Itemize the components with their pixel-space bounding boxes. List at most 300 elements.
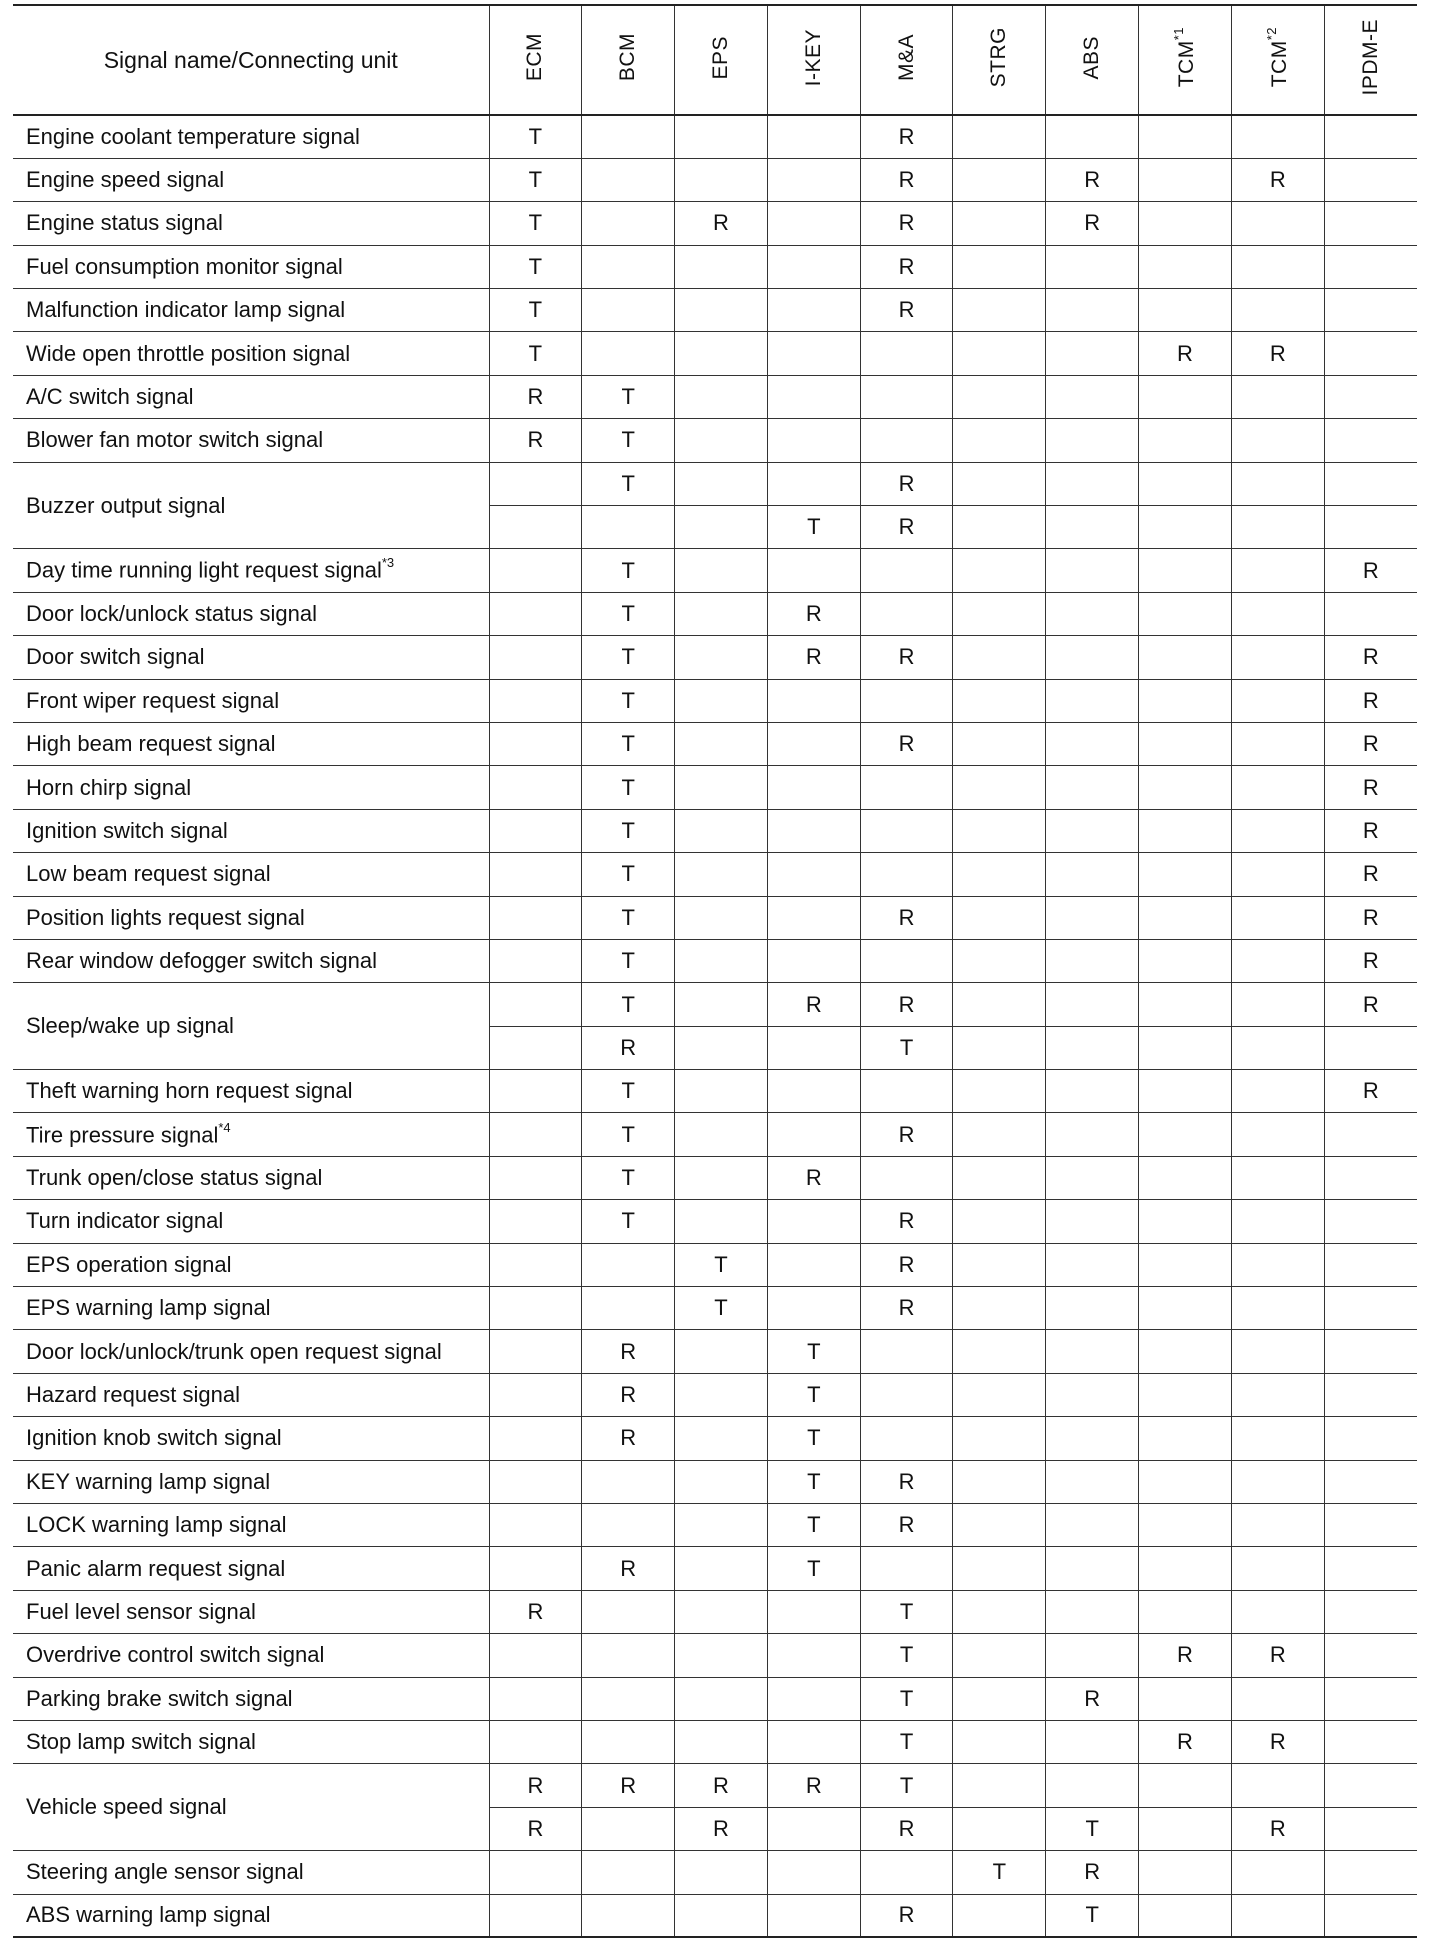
cell-i-key: R (767, 592, 860, 635)
cell-m-a: R (860, 462, 953, 505)
cell-strg (953, 1894, 1046, 1937)
cell-strg (953, 1634, 1046, 1677)
cell-strg (953, 202, 1046, 245)
cell-eps: R (675, 202, 768, 245)
cell-m-a: R (860, 1200, 953, 1243)
cell-abs (1046, 375, 1139, 418)
signal-name: Turn indicator signal (13, 1200, 489, 1243)
cell-bcm: R (582, 1547, 675, 1590)
cell-i-key (767, 245, 860, 288)
table-row (13, 1330, 1417, 1373)
cell-strg (953, 679, 1046, 722)
table-row (13, 1634, 1417, 1677)
cell-abs (1046, 1460, 1139, 1503)
cell-strg (953, 1156, 1046, 1199)
cell-ipdm-e (1324, 1373, 1417, 1416)
cell-strg (953, 1590, 1046, 1633)
cell-ecm (489, 1287, 582, 1330)
cell-eps (675, 1634, 768, 1677)
cell-tcm (1139, 1460, 1232, 1503)
cell-strg (953, 1764, 1046, 1807)
cell-tcm (1139, 1504, 1232, 1547)
cell-bcm (582, 289, 675, 332)
cell-abs (1046, 462, 1139, 505)
cell-tcm (1231, 1460, 1324, 1503)
cell-bcm: T (582, 939, 675, 982)
cell-abs (1046, 636, 1139, 679)
signal-name: ABS warning lamp signal (13, 1894, 489, 1937)
unit-label: ECM (523, 33, 547, 82)
signal-name: A/C switch signal (13, 375, 489, 418)
cell-strg (953, 1070, 1046, 1113)
cell-m-a: T (860, 1764, 953, 1807)
cell-tcm (1231, 1070, 1324, 1113)
cell-ecm: T (489, 245, 582, 288)
cell-ecm: T (489, 158, 582, 201)
table-row (13, 115, 1417, 158)
cell-bcm: T (582, 679, 675, 722)
cell-ecm: T (489, 202, 582, 245)
cell-strg (953, 462, 1046, 505)
cell-i-key (767, 1807, 860, 1850)
signal-name: Door lock/unlock/trunk open request signal (13, 1330, 489, 1373)
cell-eps (675, 419, 768, 462)
cell-strg (953, 158, 1046, 201)
cell-tcm (1139, 1547, 1232, 1590)
table-row (13, 1373, 1417, 1416)
cell-ipdm-e (1324, 1764, 1417, 1807)
cell-i-key (767, 462, 860, 505)
cell-strg (953, 1243, 1046, 1286)
cell-eps (675, 1373, 768, 1416)
cell-ecm (489, 1547, 582, 1590)
cell-strg (953, 1547, 1046, 1590)
cell-eps (675, 1200, 768, 1243)
cell-tcm (1139, 245, 1232, 288)
cell-m-a: R (860, 636, 953, 679)
cell-ecm (489, 1026, 582, 1069)
cell-ecm: T (489, 289, 582, 332)
cell-tcm (1139, 1243, 1232, 1286)
cell-strg (953, 1720, 1046, 1763)
cell-tcm (1231, 896, 1324, 939)
cell-ecm (489, 1243, 582, 1286)
cell-abs (1046, 1634, 1139, 1677)
cell-m-a (860, 592, 953, 635)
cell-eps (675, 1070, 768, 1113)
cell-tcm (1139, 1590, 1232, 1633)
cell-tcm: R (1231, 1807, 1324, 1850)
cell-abs (1046, 1373, 1139, 1416)
cell-abs (1046, 766, 1139, 809)
cell-ipdm-e (1324, 1417, 1417, 1460)
cell-bcm (582, 115, 675, 158)
cell-tcm (1231, 1113, 1324, 1156)
cell-strg (953, 809, 1046, 852)
cell-bcm: T (582, 419, 675, 462)
cell-tcm (1231, 202, 1324, 245)
unit-header-bcm (582, 5, 675, 115)
cell-strg (953, 549, 1046, 592)
cell-i-key (767, 1851, 860, 1894)
cell-ipdm-e (1324, 419, 1417, 462)
table-row (13, 1156, 1417, 1199)
cell-ecm (489, 1460, 582, 1503)
cell-ipdm-e (1324, 245, 1417, 288)
cell-tcm (1231, 375, 1324, 418)
cell-bcm (582, 1807, 675, 1850)
cell-tcm (1231, 549, 1324, 592)
cell-tcm: R (1139, 1720, 1232, 1763)
cell-strg (953, 1417, 1046, 1460)
cell-eps (675, 1026, 768, 1069)
cell-tcm (1231, 766, 1324, 809)
cell-bcm: R (582, 1330, 675, 1373)
cell-i-key: T (767, 1417, 860, 1460)
cell-bcm: T (582, 375, 675, 418)
cell-ipdm-e (1324, 158, 1417, 201)
unit-label: ABS (1080, 35, 1104, 80)
cell-tcm (1139, 1156, 1232, 1199)
cell-bcm (582, 1460, 675, 1503)
cell-abs (1046, 1417, 1139, 1460)
cell-abs (1046, 983, 1139, 1026)
cell-i-key: T (767, 1373, 860, 1416)
cell-ipdm-e (1324, 1200, 1417, 1243)
cell-tcm (1231, 1287, 1324, 1330)
cell-bcm: T (582, 766, 675, 809)
cell-tcm (1231, 462, 1324, 505)
cell-m-a: R (860, 202, 953, 245)
cell-tcm (1139, 983, 1232, 1026)
cell-eps: T (675, 1243, 768, 1286)
cell-bcm: T (582, 853, 675, 896)
cell-abs (1046, 1764, 1139, 1807)
cell-abs (1046, 332, 1139, 375)
cell-ipdm-e (1324, 1287, 1417, 1330)
cell-ecm (489, 983, 582, 1026)
cell-eps (675, 679, 768, 722)
cell-m-a: R (860, 1460, 953, 1503)
cell-bcm: T (582, 462, 675, 505)
cell-eps (675, 1417, 768, 1460)
cell-ipdm-e (1324, 1547, 1417, 1590)
signal-name: Steering angle sensor signal (13, 1851, 489, 1894)
cell-ecm (489, 1156, 582, 1199)
cell-tcm (1139, 766, 1232, 809)
cell-ipdm-e (1324, 1156, 1417, 1199)
cell-bcm: T (582, 636, 675, 679)
unit-label: TCM$^{*2}$ (1263, 27, 1291, 88)
cell-i-key: R (767, 1764, 860, 1807)
cell-m-a (860, 853, 953, 896)
cell-tcm (1231, 1243, 1324, 1286)
cell-i-key (767, 1070, 860, 1113)
cell-ecm (489, 722, 582, 765)
cell-tcm (1231, 1894, 1324, 1937)
table-row (13, 1113, 1417, 1156)
cell-eps (675, 1330, 768, 1373)
table-row (13, 1417, 1417, 1460)
cell-tcm (1231, 939, 1324, 982)
cell-eps (675, 1677, 768, 1720)
cell-i-key: T (767, 506, 860, 549)
cell-strg (953, 766, 1046, 809)
cell-m-a (860, 1373, 953, 1416)
cell-tcm (1139, 1807, 1232, 1850)
cell-strg (953, 1807, 1046, 1850)
cell-abs: T (1046, 1894, 1139, 1937)
unit-label: M&A (894, 33, 918, 81)
cell-tcm (1139, 289, 1232, 332)
cell-bcm: T (582, 592, 675, 635)
cell-strg (953, 1200, 1046, 1243)
cell-ecm (489, 1720, 582, 1763)
cell-i-key (767, 1634, 860, 1677)
cell-tcm (1231, 809, 1324, 852)
cell-strg (953, 289, 1046, 332)
cell-strg (953, 896, 1046, 939)
cell-i-key: R (767, 1156, 860, 1199)
cell-abs: R (1046, 1851, 1139, 1894)
cell-tcm: R (1231, 1634, 1324, 1677)
signal-name: High beam request signal (13, 722, 489, 765)
cell-bcm (582, 1677, 675, 1720)
table-row (13, 853, 1417, 896)
cell-strg (953, 245, 1046, 288)
cell-tcm (1139, 679, 1232, 722)
cell-ecm (489, 549, 582, 592)
cell-i-key: T (767, 1460, 860, 1503)
cell-ipdm-e: R (1324, 809, 1417, 852)
cell-eps (675, 332, 768, 375)
signal-name: EPS operation signal (13, 1243, 489, 1286)
cell-eps (675, 462, 768, 505)
cell-i-key (767, 332, 860, 375)
table-row (13, 939, 1417, 982)
cell-tcm (1139, 375, 1232, 418)
cell-tcm (1231, 1373, 1324, 1416)
table-row (13, 766, 1417, 809)
cell-strg (953, 375, 1046, 418)
table-row (13, 983, 1417, 1026)
cell-i-key (767, 722, 860, 765)
cell-i-key (767, 809, 860, 852)
cell-tcm (1231, 722, 1324, 765)
cell-strg (953, 592, 1046, 635)
cell-ipdm-e: R (1324, 939, 1417, 982)
cell-i-key (767, 1894, 860, 1937)
cell-m-a (860, 766, 953, 809)
cell-ipdm-e (1324, 1634, 1417, 1677)
cell-strg (953, 1677, 1046, 1720)
cell-tcm (1139, 722, 1232, 765)
cell-abs (1046, 1243, 1139, 1286)
unit-header-abs (1046, 5, 1139, 115)
can-signal-chart (13, 4, 1417, 1938)
cell-bcm: T (582, 1156, 675, 1199)
table-row (13, 202, 1417, 245)
cell-tcm (1139, 1113, 1232, 1156)
cell-i-key (767, 896, 860, 939)
table-row (13, 592, 1417, 635)
cell-eps (675, 896, 768, 939)
signal-name: Low beam request signal (13, 853, 489, 896)
cell-ipdm-e (1324, 1590, 1417, 1633)
cell-strg (953, 636, 1046, 679)
table-row (13, 679, 1417, 722)
unit-label: EPS (708, 35, 732, 80)
cell-i-key (767, 1720, 860, 1763)
cell-i-key (767, 679, 860, 722)
cell-ipdm-e: R (1324, 983, 1417, 1026)
signal-name: Door lock/unlock status signal (13, 592, 489, 635)
table-row (13, 1243, 1417, 1286)
cell-ipdm-e: R (1324, 896, 1417, 939)
cell-tcm (1231, 1417, 1324, 1460)
cell-tcm (1231, 983, 1324, 1026)
cell-bcm (582, 1720, 675, 1763)
cell-i-key: T (767, 1504, 860, 1547)
cell-tcm (1231, 1851, 1324, 1894)
cell-m-a (860, 332, 953, 375)
cell-tcm (1231, 1677, 1324, 1720)
cell-i-key (767, 375, 860, 418)
cell-abs (1046, 1113, 1139, 1156)
table-row (13, 722, 1417, 765)
table-row (13, 1460, 1417, 1503)
cell-strg (953, 419, 1046, 462)
cell-ipdm-e (1324, 1026, 1417, 1069)
cell-i-key (767, 1243, 860, 1286)
cell-ecm: R (489, 419, 582, 462)
cell-ecm (489, 1894, 582, 1937)
signal-name: LOCK warning lamp signal (13, 1504, 489, 1547)
cell-i-key (767, 289, 860, 332)
cell-m-a: R (860, 722, 953, 765)
cell-bcm (582, 332, 675, 375)
cell-ipdm-e: R (1324, 1070, 1417, 1113)
cell-ipdm-e (1324, 115, 1417, 158)
cell-bcm: T (582, 896, 675, 939)
cell-abs (1046, 1590, 1139, 1633)
unit-header-m-a (860, 5, 953, 115)
cell-ecm (489, 809, 582, 852)
table-row (13, 289, 1417, 332)
cell-m-a (860, 419, 953, 462)
cell-eps (675, 853, 768, 896)
cell-m-a (860, 939, 953, 982)
cell-eps (675, 289, 768, 332)
cell-bcm: T (582, 1070, 675, 1113)
cell-m-a (860, 375, 953, 418)
signal-name-header: Signal name/Connecting unit (13, 5, 489, 115)
table-row (13, 549, 1417, 592)
cell-abs: T (1046, 1807, 1139, 1850)
cell-ipdm-e (1324, 289, 1417, 332)
cell-i-key (767, 1113, 860, 1156)
cell-m-a: R (860, 983, 953, 1026)
cell-bcm: R (582, 1373, 675, 1416)
signal-name: Fuel consumption monitor signal (13, 245, 489, 288)
unit-header-strg (953, 5, 1046, 115)
table-row (13, 419, 1417, 462)
cell-strg (953, 1460, 1046, 1503)
cell-bcm: R (582, 1764, 675, 1807)
cell-eps (675, 245, 768, 288)
cell-bcm (582, 1287, 675, 1330)
cell-ecm (489, 1200, 582, 1243)
cell-m-a (860, 809, 953, 852)
cell-tcm (1139, 1764, 1232, 1807)
signal-name: Ignition switch signal (13, 809, 489, 852)
table-row (13, 462, 1417, 505)
unit-header-i-key (767, 5, 860, 115)
cell-bcm (582, 1894, 675, 1937)
cell-eps (675, 506, 768, 549)
unit-label: IPDM-E (1358, 19, 1382, 96)
signal-name: Front wiper request signal (13, 679, 489, 722)
cell-tcm: R (1139, 332, 1232, 375)
cell-abs: R (1046, 1677, 1139, 1720)
cell-i-key (767, 1677, 860, 1720)
signal-name: Position lights request signal (13, 896, 489, 939)
cell-tcm (1231, 1330, 1324, 1373)
signal-name: Parking brake switch signal (13, 1677, 489, 1720)
cell-tcm: R (1231, 158, 1324, 201)
signal-name: Malfunction indicator lamp signal (13, 289, 489, 332)
cell-abs (1046, 679, 1139, 722)
cell-bcm: R (582, 1026, 675, 1069)
cell-m-a: R (860, 115, 953, 158)
cell-tcm (1139, 896, 1232, 939)
cell-bcm: T (582, 983, 675, 1026)
table-row (13, 245, 1417, 288)
cell-ecm (489, 636, 582, 679)
signal-name: Engine status signal (13, 202, 489, 245)
table-row (13, 1070, 1417, 1113)
cell-abs (1046, 1547, 1139, 1590)
cell-m-a (860, 1417, 953, 1460)
cell-ipdm-e (1324, 462, 1417, 505)
cell-m-a (860, 679, 953, 722)
unit-header-tcm-8 (1231, 5, 1324, 115)
cell-tcm: R (1139, 1634, 1232, 1677)
cell-tcm: R (1231, 1720, 1324, 1763)
signal-name: Engine coolant temperature signal (13, 115, 489, 158)
cell-ipdm-e (1324, 1504, 1417, 1547)
cell-strg (953, 939, 1046, 982)
signal-name: Engine speed signal (13, 158, 489, 201)
table-row (13, 1547, 1417, 1590)
signal-name: KEY warning lamp signal (13, 1460, 489, 1503)
cell-m-a (860, 1156, 953, 1199)
cell-strg (953, 1287, 1046, 1330)
cell-ecm (489, 1113, 582, 1156)
cell-i-key (767, 1026, 860, 1069)
signal-name: Sleep/wake up signal (13, 983, 489, 1070)
cell-strg (953, 1026, 1046, 1069)
cell-m-a: R (860, 506, 953, 549)
cell-abs (1046, 1200, 1139, 1243)
cell-tcm (1139, 419, 1232, 462)
cell-eps (675, 375, 768, 418)
cell-abs (1046, 1026, 1139, 1069)
cell-tcm (1231, 419, 1324, 462)
cell-ipdm-e: R (1324, 636, 1417, 679)
cell-m-a: T (860, 1720, 953, 1763)
cell-tcm (1231, 853, 1324, 896)
